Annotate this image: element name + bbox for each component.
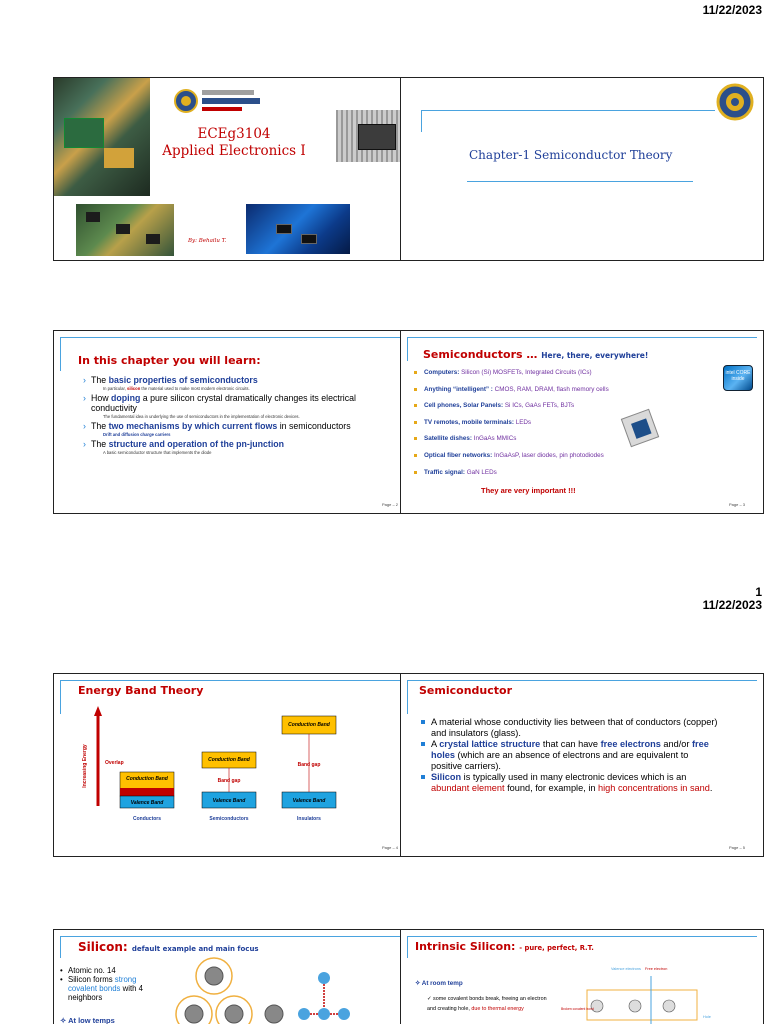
slide-title: Energy Band Theory <box>78 684 204 697</box>
course-heading <box>146 126 322 160</box>
list-item: Traffic signal: GaN LEDs <box>414 469 704 476</box>
room-temp-heading: ✧ At room temp <box>415 980 463 987</box>
list-item: Satellite dishes: InGaAs MMICs <box>414 435 704 442</box>
overlap-label: Overlap <box>105 760 124 766</box>
overlap-region <box>120 788 174 796</box>
valence-label: Valence Band <box>212 798 246 804</box>
atom-core <box>318 972 330 984</box>
conduction-label: Conduction Band <box>208 757 250 763</box>
atom-core <box>629 1000 641 1012</box>
y-axis-label: Increasing Energy <box>82 744 88 788</box>
silicon-lattice-diagram <box>154 950 414 1024</box>
atom-core <box>318 1008 330 1020</box>
list-item: A crystal lattice structure that can have free electrons and/or free holes (which are an absence of electrons and are equivalent to positive carriers). <box>421 739 721 772</box>
slide-title: Semiconductors … Here, there, everywhere! <box>423 348 649 361</box>
atom-core <box>663 1000 675 1012</box>
slide-applications <box>400 330 764 514</box>
university-logo <box>715 82 755 122</box>
list-item: › The two mechanisms by which current flows in semiconductors Drift and diffusion charge carriers <box>84 421 394 437</box>
slide-intrinsic-silicon <box>400 929 764 1024</box>
list-item: › The structure and operation of the pn-junction A basic semiconductor structure that implements the diode <box>84 439 394 455</box>
application-list <box>414 369 704 485</box>
list-item: TV remotes, mobile terminals: LEDs <box>414 419 704 426</box>
slide-frame <box>421 110 715 132</box>
broken-bond-label: Broken covalent bond <box>561 1007 594 1011</box>
lattice-outline <box>587 990 697 1020</box>
slide-silicon <box>53 929 417 1024</box>
slide-title: Semiconductor <box>419 684 512 697</box>
university-logo <box>174 86 262 116</box>
page-date-top: 11/22/2023 <box>702 3 762 17</box>
list-item: Anything “intelligent” : CMOS, RAM, DRAM, flash memory cells <box>414 386 704 393</box>
list-item: › How doping a pure silicon crystal dramatically changes its electrical conductivity The fundamental idea in underlying the use of semiconductors in the implementation of electronic devices. <box>84 393 394 419</box>
title-underline <box>467 181 693 182</box>
free-electron-label: Free electron <box>645 967 668 971</box>
valence-electrons-label: Valence electrons <box>611 967 641 971</box>
important-note: They are very important !!! <box>481 486 576 495</box>
list-item: • Atomic no. 14 <box>60 966 158 975</box>
atom-core <box>225 1005 243 1023</box>
low-temp-heading: ✧ At low temps <box>60 1016 115 1024</box>
atom-core <box>205 967 223 985</box>
slide-title: In this chapter you will learn: <box>78 354 261 367</box>
chapter-title: Chapter-1 Semiconductor Theory <box>469 148 673 162</box>
list-item: A material whose conductivity lies between that of conductors (copper) and insulators (glass). <box>421 717 721 739</box>
semiconductors-label: Semiconductors <box>209 816 249 822</box>
list-item: Silicon is typically used in many electronic devices which is an abundant element found, for example, in high concentrations in sand. <box>421 772 721 794</box>
conductors-label: Conductors <box>132 816 162 822</box>
arrow-up-icon <box>94 706 102 716</box>
room-temp-description: ✓ some covalent bonds break, freeing an electron and creating hole, due to thermal energy <box>427 996 547 1012</box>
chips-photo <box>246 204 350 254</box>
slide-footer: Page – 4 <box>381 845 398 850</box>
course-title: Applied Electronics I <box>162 143 306 159</box>
list-item: Computers: Silicon (Si) MOSFETs, Integrated Circuits (ICs) <box>414 369 704 376</box>
silicon-facts <box>60 966 158 1002</box>
list-item: › The basic properties of semiconductors In particular, silicon the material used to make most modern electronic circuits. <box>84 375 394 391</box>
atom-core <box>185 1005 203 1023</box>
list-item: • Silicon forms strong covalent bonds with 4 neighbors <box>60 975 158 1002</box>
atom-core <box>338 1008 350 1020</box>
intrinsic-lattice-diagram <box>561 962 761 1024</box>
author-credit: By: Behailu T. <box>188 238 227 244</box>
slide-title: Silicon: default example and main focus <box>78 940 259 954</box>
list-item: Optical fiber networks: InGaAsP, laser diodes, pin photodiodes <box>414 452 704 459</box>
slide-title <box>53 77 417 261</box>
page-number: 1 <box>755 585 762 599</box>
slide-chapter <box>400 77 764 261</box>
atom-core <box>265 1005 283 1023</box>
slide-title: Intrinsic Silicon: - pure, perfect, R.T. <box>415 940 594 953</box>
goal-list <box>84 375 394 457</box>
valence-label: Valence Band <box>130 800 164 806</box>
band-gap-label: Band gap <box>217 778 241 784</box>
energy-band-diagram <box>54 674 417 857</box>
electronics-photo <box>54 78 150 196</box>
hole-label: Hole <box>703 1015 711 1019</box>
pcb-photo <box>76 204 174 256</box>
slide-energy-bands <box>53 673 417 857</box>
course-code: ECEg3104 <box>197 126 271 142</box>
intel-logo: intel CORE inside <box>723 365 753 391</box>
band-gap-label: Band gap <box>297 762 321 768</box>
slide-footer: Page – 3 <box>728 502 745 507</box>
definition-list <box>421 717 721 794</box>
page-date-mid: 11/22/2023 <box>702 598 762 612</box>
insulators-label: Insulators <box>297 816 321 822</box>
slide-footer: Page – 5 <box>728 845 745 850</box>
slide-semiconductor <box>400 673 764 857</box>
valence-label: Valence Band <box>292 798 326 804</box>
atom-core <box>298 1008 310 1020</box>
conduction-label: Conduction Band <box>288 722 330 728</box>
slide-learning-goals <box>53 330 417 514</box>
list-item: Cell phones, Solar Panels: Si ICs, GaAs FETs, BJTs <box>414 402 704 409</box>
conduction-label: Conduction Band <box>126 776 168 782</box>
slide-footer: Page – 2 <box>381 502 398 507</box>
